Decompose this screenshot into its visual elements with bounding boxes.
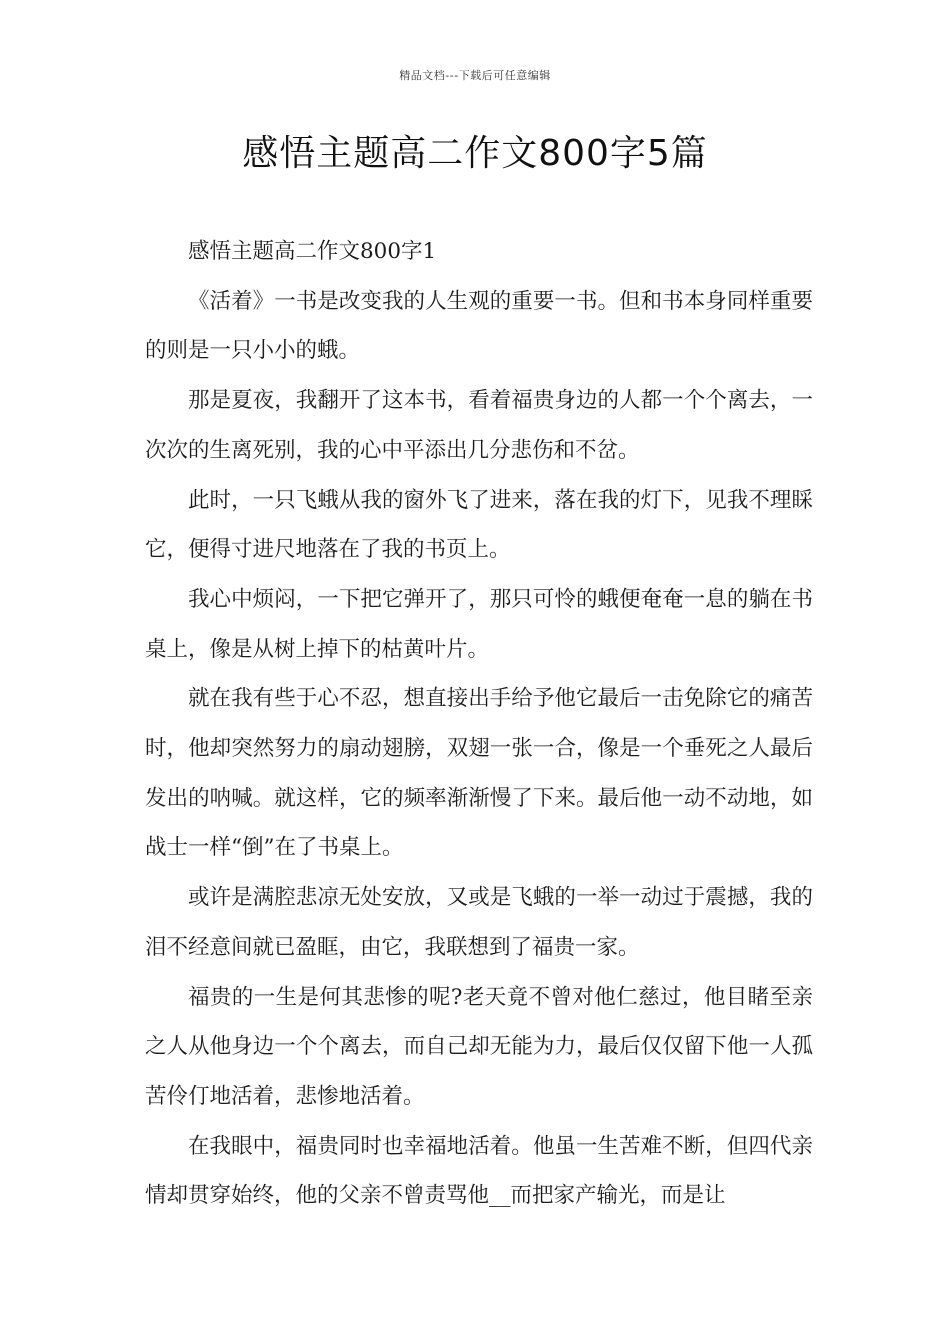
paragraph: 那是夏夜，我翻开了这本书，看着福贵身边的人都一个个离去，一次次的生离死别，我的心中平添出几分悲伤和不岔。 bbox=[145, 388, 813, 463]
paragraph: 《活着》一书是改变我的人生观的重要一书。但和书本身同样重要的则是一只小小的蛾。 bbox=[145, 288, 813, 364]
document-body bbox=[145, 227, 813, 1221]
paragraph: 在我眼中，福贵同时也幸福地活着。他虽一生苦难不断，但四代亲情却贯穿始终，他的父亲不曾责骂他__而把家产输光，而是让 bbox=[145, 1133, 813, 1209]
document-title: 感悟主题高二作文800字5篇 bbox=[242, 133, 708, 174]
paragraph: 或许是满腔悲凉无处安放，又或是飞蛾的一举一动过于震撼，我的泪不经意间就已盈眶，由它，我联想到了福贵一家。 bbox=[145, 885, 813, 960]
paragraph: 此时，一只飞蛾从我的窗外飞了进来，落在我的灯下，见我不理睬它，便得寸进尺地落在了我的书页上。 bbox=[145, 487, 813, 563]
paragraph: 就在我有些于心不忍，想直接出手给予他它最后一击免除它的痛苦时，他却突然努力的扇动翅膀，双翅一张一合，像是一个垂死之人最后发出的呐喊。就这样，它的频率渐渐慢了下来。最后他一动不动地，如战士一样“倒”在了书桌上。 bbox=[145, 686, 813, 861]
paragraph: 我心中烦闷，一下把它弹开了，那只可怜的蛾便奄奄一息的躺在书桌上，像是从树上掉下的枯黄叶片。 bbox=[145, 586, 813, 662]
essay-subtitle: 感悟主题高二作文800字1 bbox=[188, 239, 437, 264]
header-note: 精品文档---下载后可任意编辑 bbox=[399, 69, 551, 82]
paragraph: 福贵的一生是何其悲惨的呢?老天竟不曾对他仁慈过，他目睹至亲之人从他身边一个个离去，而自己却无能为力，最后仅仅留下他一人孤苦伶仃地活着，悲惨地活着。 bbox=[145, 984, 813, 1109]
